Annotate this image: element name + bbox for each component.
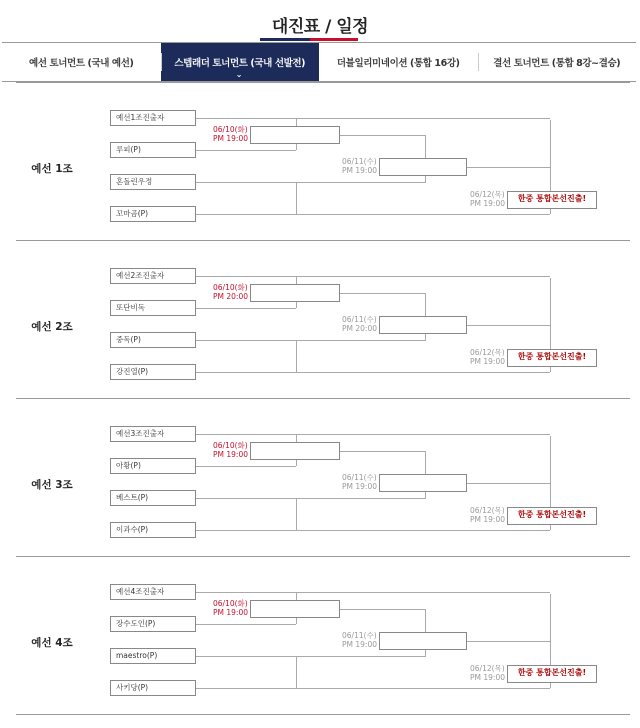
tab-qualifier[interactable] [2, 43, 161, 81]
round2-slot[interactable] [379, 316, 467, 334]
group-label: 예선 1조 [31, 163, 73, 175]
tab-double-elimination[interactable] [319, 43, 478, 81]
bracket-line [296, 498, 426, 499]
round1-slot[interactable] [250, 126, 340, 144]
final-date: 06/12(목) [470, 190, 505, 199]
bracket-line [467, 167, 550, 168]
tab-stepladder[interactable] [161, 43, 320, 81]
player-slot[interactable]: maestro(P) [110, 648, 196, 664]
group-label: 예선 3조 [31, 479, 73, 491]
round2-time: PM 19:00 [342, 166, 377, 175]
tournament-tabs [2, 42, 636, 82]
player-slot[interactable]: 아황(P) [110, 458, 196, 474]
bracket-line [296, 340, 426, 341]
round2-date: 06/11(수) [342, 631, 377, 640]
round2-date: 06/11(수) [342, 157, 377, 166]
player-slot[interactable]: 혼돌린우정 [110, 174, 196, 190]
bracket-line [467, 325, 550, 326]
tab-final-tournament[interactable] [478, 43, 637, 81]
round1-time: PM 19:00 [213, 608, 248, 617]
round1-slot[interactable] [250, 284, 340, 302]
player-slot[interactable]: 강진열(P) [110, 364, 196, 380]
group-separator [16, 556, 630, 557]
bracket-line [196, 592, 296, 593]
round1-slot[interactable] [250, 442, 340, 460]
group-label: 예선 2조 [31, 321, 73, 333]
round1-time: PM 20:00 [213, 292, 248, 301]
bracket-line [196, 656, 296, 657]
bracket-line [296, 434, 550, 435]
group-separator [16, 398, 630, 399]
final-slot: 한중 통합본선진출! [507, 507, 597, 525]
bracket-line [196, 118, 296, 119]
bracket-line [196, 182, 296, 183]
round2-time: PM 20:00 [342, 324, 377, 333]
bracket-line [296, 182, 426, 183]
bracket-line [196, 624, 296, 625]
bracket-line [340, 293, 425, 294]
bracket-line [340, 451, 425, 452]
bracket-line [196, 340, 296, 341]
bracket-line [296, 656, 426, 657]
player-slot[interactable]: 루피(P) [110, 142, 196, 158]
bracket-line [296, 340, 297, 372]
bracket-line [196, 434, 296, 435]
round2-slot[interactable] [379, 474, 467, 492]
bracket-line [296, 276, 550, 277]
page-title: 대진표 / 일정 [271, 17, 369, 37]
player-slot[interactable]: 사키당(P) [110, 680, 196, 696]
round1-time: PM 19:00 [213, 134, 248, 143]
bracket-line [296, 182, 297, 214]
bracket-line [296, 118, 550, 119]
player-slot[interactable]: 중독(P) [110, 332, 196, 348]
final-date: 06/12(목) [470, 664, 505, 673]
bracket-line [296, 592, 550, 593]
bracket-line [296, 656, 297, 688]
bracket-line [196, 530, 550, 531]
bracket-line [196, 466, 296, 467]
bracket-line [196, 372, 550, 373]
group-separator [16, 240, 630, 241]
player-slot[interactable]: 꼬마곰(P) [110, 206, 196, 222]
round1-time: PM 19:00 [213, 450, 248, 459]
round1-date: 06/10(화) [213, 441, 248, 450]
title-underline [260, 38, 358, 41]
bracket-line [196, 150, 296, 151]
final-slot: 한중 통합본선진출! [507, 349, 597, 367]
bracket-line [296, 498, 297, 530]
bracket-line [196, 688, 550, 689]
group-label: 예선 4조 [31, 637, 73, 649]
round2-slot[interactable] [379, 158, 467, 176]
player-slot[interactable]: 장수도인(P) [110, 616, 196, 632]
bracket-line [467, 641, 550, 642]
tab-stepladder-label: 스텝래더 토너먼트 (국내 선발전) [174, 58, 306, 69]
round2-date: 06/11(수) [342, 473, 377, 482]
tab-qualifier-label: 예선 토너먼트 (국내 예선) [29, 58, 134, 69]
round2-time: PM 19:00 [342, 640, 377, 649]
player-slot[interactable]: 예선4조진출자 [110, 584, 196, 600]
player-slot[interactable]: 또단비독 [110, 300, 196, 316]
player-slot[interactable]: 베스트(P) [110, 490, 196, 506]
bracket-line [196, 498, 296, 499]
round1-date: 06/10(화) [213, 125, 248, 134]
title-underline-red [310, 38, 358, 41]
final-date: 06/12(목) [470, 506, 505, 515]
bracket-line [340, 135, 425, 136]
final-time: PM 19:00 [470, 357, 505, 366]
player-slot[interactable]: 이과수(P) [110, 522, 196, 538]
round2-time: PM 19:00 [342, 482, 377, 491]
final-slot: 한중 통합본선진출! [507, 665, 597, 683]
round2-date: 06/11(수) [342, 315, 377, 324]
player-slot[interactable]: 예선2조진출자 [110, 268, 196, 284]
round2-slot[interactable] [379, 632, 467, 650]
bracket-line [196, 276, 296, 277]
group-separator [16, 714, 630, 715]
chevron-down-icon: ⌄ [235, 70, 243, 79]
round1-date: 06/10(화) [213, 283, 248, 292]
round1-slot[interactable] [250, 600, 340, 618]
final-time: PM 19:00 [470, 673, 505, 682]
bracket-line [196, 308, 296, 309]
tab-double-elimination-label: 더블일리미네이션 (통합 16강) [336, 58, 460, 69]
title-underline-navy [260, 38, 310, 41]
final-time: PM 19:00 [470, 199, 505, 208]
player-slot[interactable]: 예선1조진출자 [110, 110, 196, 126]
tab-final-tournament-label: 결선 토너먼트 (통합 8강~결승) [493, 58, 621, 69]
group-separator [16, 82, 630, 83]
round1-date: 06/10(화) [213, 599, 248, 608]
bracket-line [196, 214, 550, 215]
player-slot[interactable]: 예선3조진출자 [110, 426, 196, 442]
bracket-line [340, 609, 425, 610]
final-date: 06/12(목) [470, 348, 505, 357]
final-slot: 한중 통합본선진출! [507, 191, 597, 209]
bracket-line [467, 483, 550, 484]
final-time: PM 19:00 [470, 515, 505, 524]
